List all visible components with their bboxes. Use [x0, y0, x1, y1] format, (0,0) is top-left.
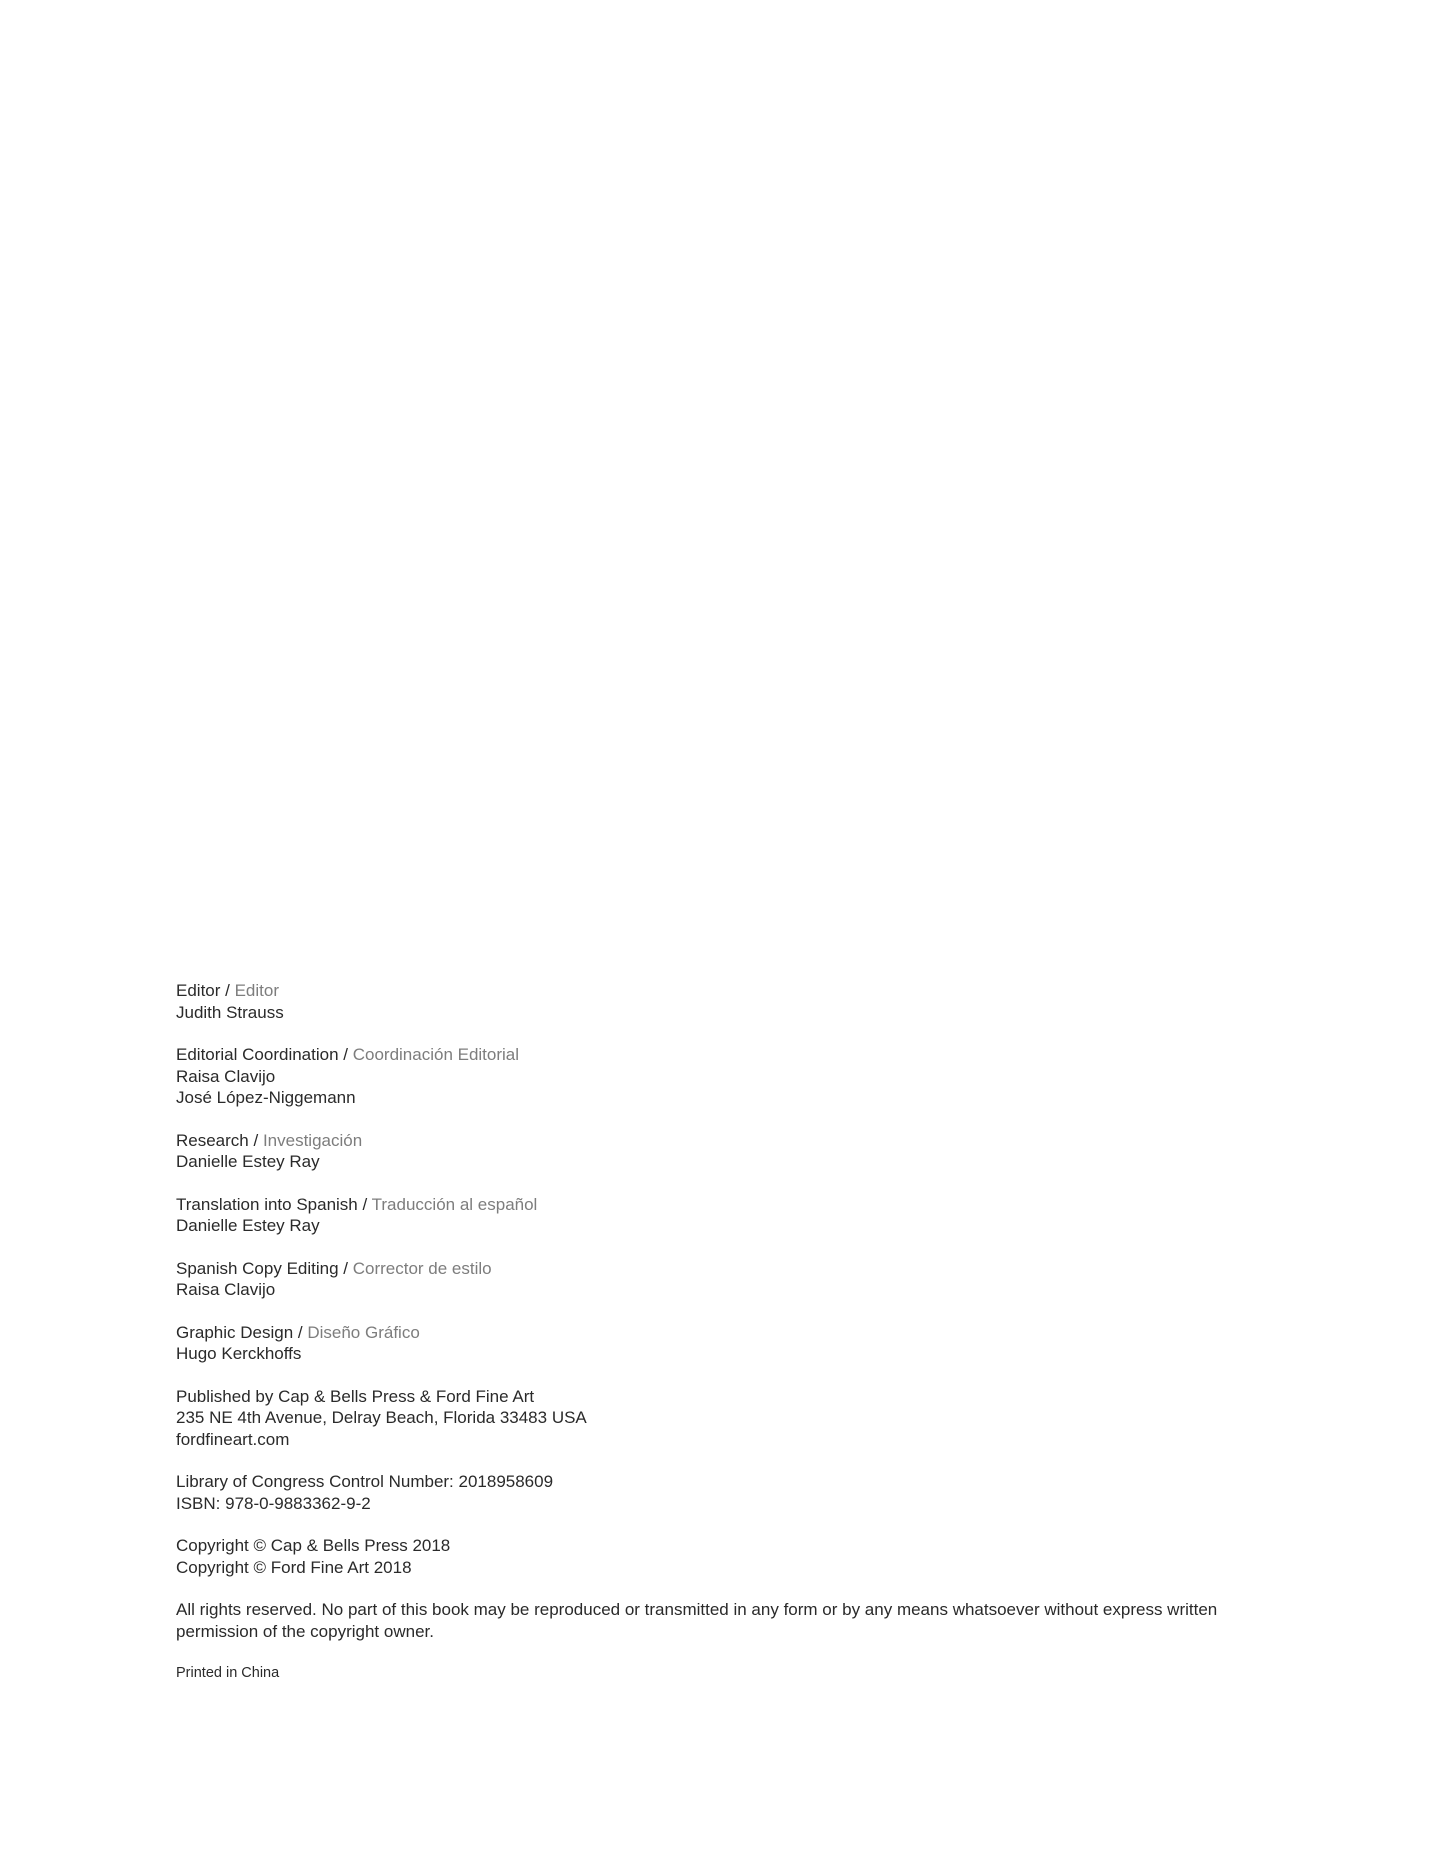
- credit-role: [176, 980, 1256, 1002]
- credit-translation: [176, 1194, 1256, 1237]
- credit-name: Raisa Clavijo: [176, 1066, 276, 1086]
- role-english: Research: [176, 1130, 249, 1150]
- role-separator: /: [338, 1045, 353, 1064]
- publisher-website: fordfineart.com: [176, 1429, 290, 1449]
- credit-editorial-coordination: [176, 1044, 1256, 1109]
- credit-name: Hugo Kerckhoffs: [176, 1344, 302, 1363]
- copyright-line: Copyright © Ford Fine Art 2018: [176, 1557, 412, 1577]
- credit-name: Judith Strauss: [176, 1002, 284, 1022]
- loc-number: Library of Congress Control Number: 2018958609: [176, 1472, 554, 1491]
- role-english: Editorial Coordination: [176, 1045, 339, 1064]
- credit-role: [176, 1258, 1256, 1280]
- role-separator: /: [357, 1194, 372, 1214]
- copyright-line: Copyright © Cap & Bells Press 2018: [176, 1536, 451, 1555]
- role-spanish: Investigación: [262, 1130, 363, 1150]
- credit-graphic-design: [176, 1322, 1256, 1365]
- role-spanish: Editor: [234, 981, 280, 1000]
- role-spanish: Diseño Gráfico: [307, 1322, 420, 1342]
- isbn: ISBN: 978-0-9883362-9-2: [176, 1493, 371, 1513]
- role-english: Translation into Spanish: [176, 1194, 358, 1214]
- credit-role: [176, 1322, 1256, 1344]
- credit-name: Danielle Estey Ray: [176, 1216, 320, 1235]
- publisher-info: [176, 1386, 1256, 1451]
- role-separator: /: [338, 1258, 353, 1278]
- role-spanish: Corrector de estilo: [352, 1258, 492, 1278]
- credit-editor: [176, 980, 1256, 1023]
- credit-name: Raisa Clavijo: [176, 1280, 276, 1299]
- publisher-line: Published by Cap & Bells Press & Ford Fine Art: [176, 1386, 535, 1406]
- role-english: Spanish Copy Editing: [176, 1258, 339, 1278]
- role-separator: /: [248, 1130, 263, 1150]
- role-spanish: Traducción al español: [371, 1194, 538, 1214]
- credit-name: Danielle Estey Ray: [176, 1152, 320, 1171]
- catalog-info: [176, 1471, 1256, 1514]
- role-separator: /: [293, 1322, 308, 1342]
- publisher-address: 235 NE 4th Avenue, Delray Beach, Florida 33483 USA: [176, 1408, 587, 1427]
- role-spanish: Coordinación Editorial: [352, 1045, 520, 1064]
- role-separator: /: [220, 981, 235, 1000]
- colophon: [176, 980, 1256, 1706]
- credit-research: [176, 1130, 1256, 1173]
- credit-name: José López-Niggemann: [176, 1088, 356, 1107]
- role-english: Graphic Design: [176, 1322, 294, 1342]
- credit-role: [176, 1130, 1256, 1152]
- credit-copy-editing: [176, 1258, 1256, 1301]
- copyright-info: [176, 1535, 1256, 1578]
- credit-role: [176, 1194, 1256, 1216]
- printed-in: Printed in China: [176, 1665, 280, 1681]
- role-english: Editor: [176, 981, 221, 1000]
- rights-statement: All rights reserved. No part of this book may be reproduced or transmitted in any form or by any means whatsoever without express written permission of the copyright owner.: [176, 1600, 1218, 1641]
- credit-role: [176, 1044, 1256, 1066]
